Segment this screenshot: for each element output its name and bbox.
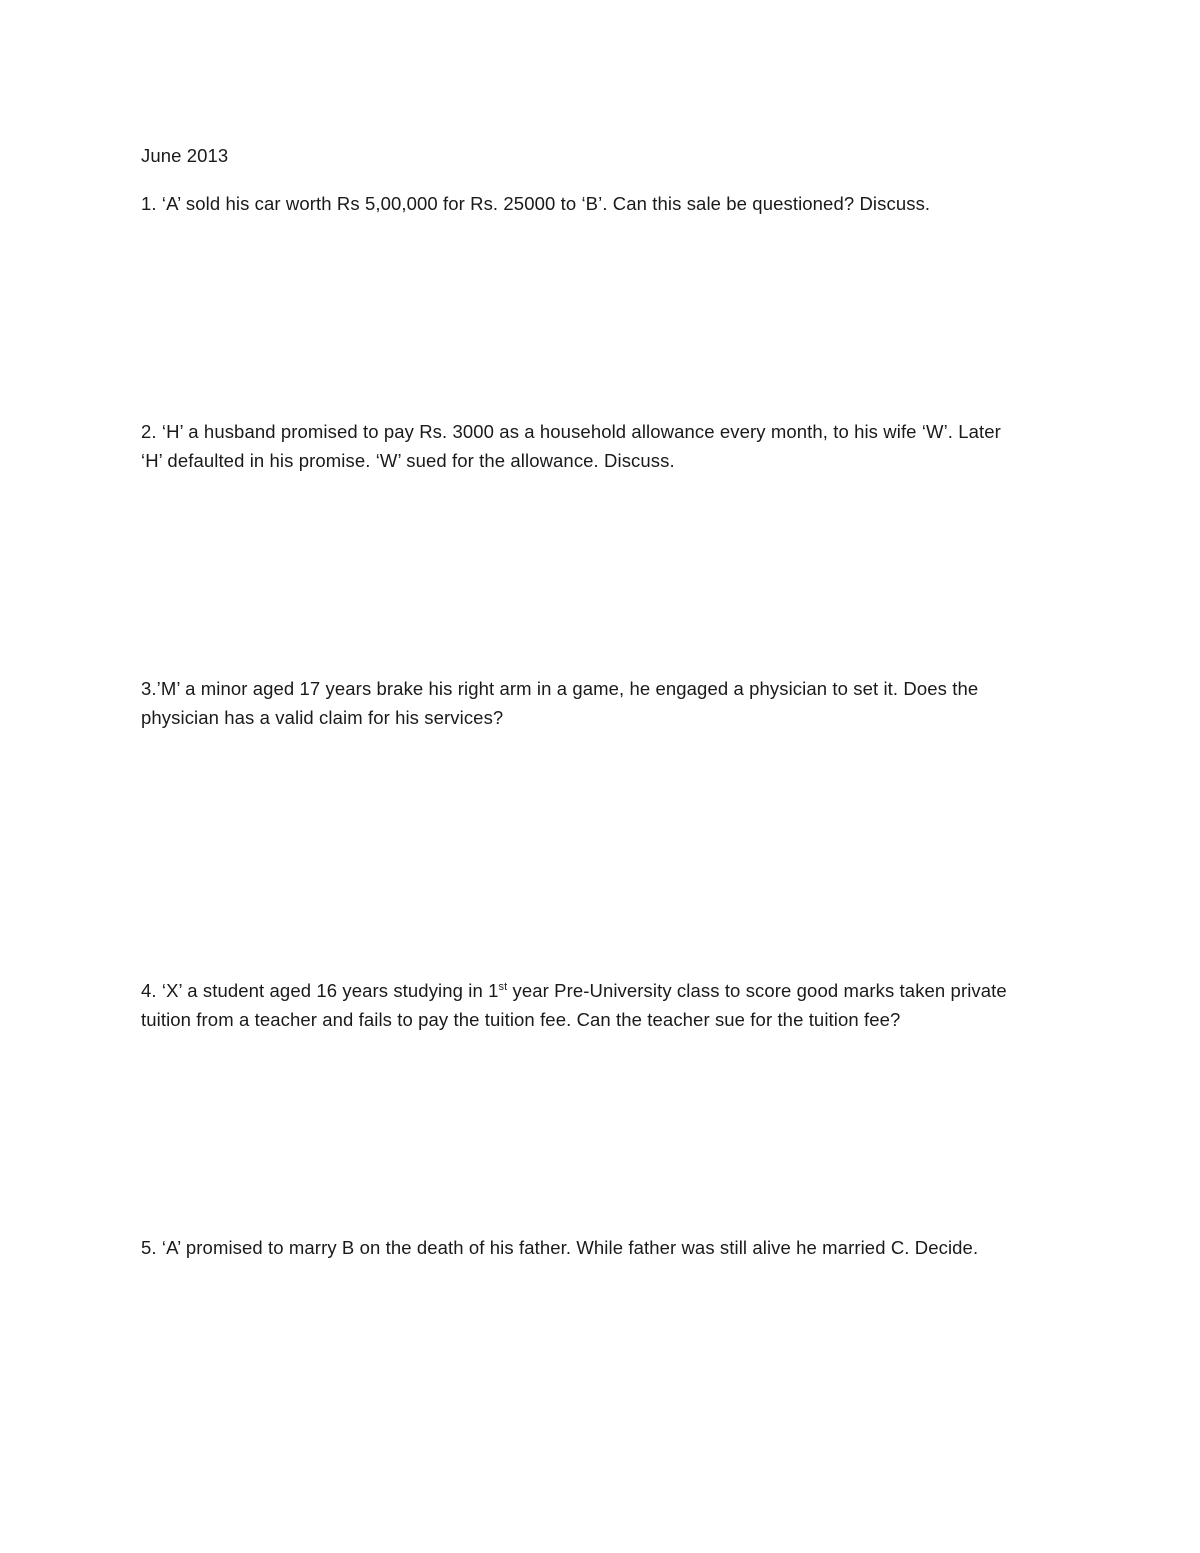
question-2-line-1: 2. ‘H’ a husband promised to pay Rs. 3000 as a household allowance every month, to his wife ‘W’. Later bbox=[141, 421, 1001, 442]
question-4-text-end: year Pre-University class to score good marks taken private bbox=[507, 980, 1007, 1001]
question-1-line-1: 1. ‘A’ sold his car worth Rs 5,00,000 for Rs. 25000 to ‘B’. Can this sale be questioned? Discuss. bbox=[141, 193, 931, 214]
document-heading: June 2013 bbox=[141, 145, 229, 166]
question-5-line-1: 5. ‘A’ promised to marry B on the death of his father. While father was still alive he married C. Decide. bbox=[141, 1237, 979, 1258]
question-4-text-start: 4. ‘X’ a student aged 16 years studying in 1 bbox=[141, 980, 499, 1001]
question-4-line-2: tuition from a teacher and fails to pay the tuition fee. Can the teacher sue for the tuition fee? bbox=[141, 1009, 901, 1030]
question-4-line-1 bbox=[141, 977, 1007, 1005]
question-2-line-2: ‘H’ defaulted in his promise. ‘W’ sued for the allowance. Discuss. bbox=[141, 450, 675, 471]
question-3-line-1: 3.’M’ a minor aged 17 years brake his right arm in a game, he engaged a physician to set it. Does the bbox=[141, 678, 979, 699]
ordinal-superscript: st bbox=[498, 980, 508, 993]
question-3-line-2: physician has a valid claim for his services? bbox=[141, 707, 504, 728]
